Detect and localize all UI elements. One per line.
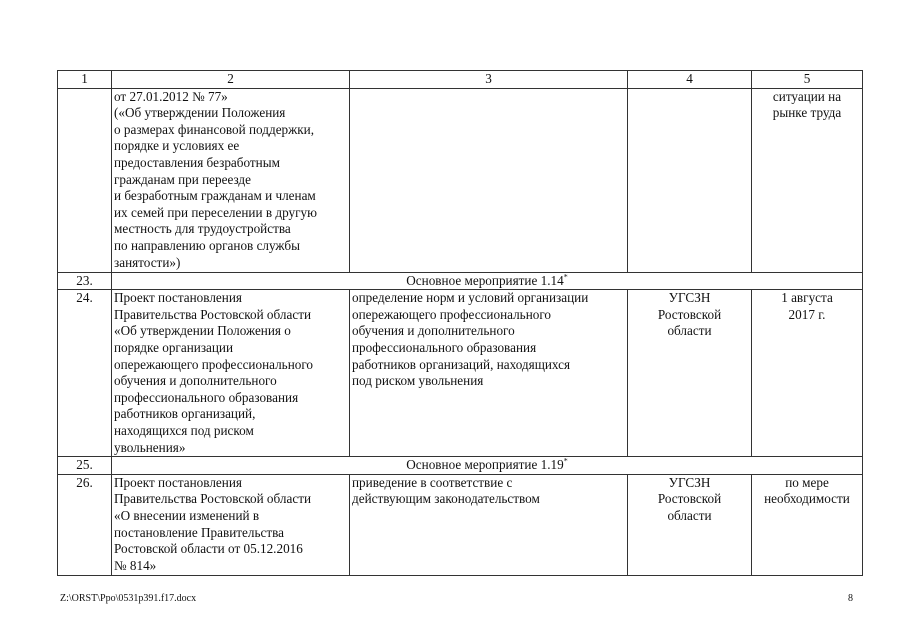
row-23-section-heading — [112, 272, 863, 290]
table-row-continued — [58, 88, 863, 272]
row-26-document: Проект постановления Правительства Ростовской области «О внесении изменений в постановление Правительства Ростовской области от 05.12.2016 № 814» — [112, 474, 350, 575]
row-24-num: 24. — [58, 290, 112, 457]
cont-deadline-cell: ситуации на рынке труда — [752, 88, 863, 272]
row-25-num: 25. — [58, 457, 112, 475]
header-col-2: 2 — [112, 71, 350, 89]
row-25-section-heading — [112, 457, 863, 475]
row-26-content: приведение в соответствие с действующим законодательством — [350, 474, 628, 575]
cont-num-cell — [58, 88, 112, 272]
row-23-footnote-mark: * — [563, 272, 568, 282]
table-row-23 — [58, 272, 863, 290]
header-col-4: 4 — [628, 71, 752, 89]
header-col-1: 1 — [58, 71, 112, 89]
row-25-heading-text: Основное мероприятие 1.19 — [406, 457, 564, 473]
table-row-24 — [58, 290, 863, 457]
footer-page-number: 8 — [848, 593, 853, 604]
footer-file-path: Z:\ORST\Ppo\0531p391.f17.docx — [60, 593, 197, 604]
row-26-deadline: по мере необходимости — [752, 474, 863, 575]
row-23-num: 23. — [58, 272, 112, 290]
row-23-heading-text: Основное мероприятие 1.14 — [406, 272, 564, 288]
cont-executor-cell — [628, 88, 752, 272]
table-header-row — [58, 71, 863, 89]
row-24-executor: УГСЗН Ростовской области — [628, 290, 752, 457]
row-24-document: Проект постановления Правительства Ростовской области «Об утверждении Положения о порядке организации опережающего профессионального обучения и дополнительного профессионального образования работников организаций, находящихся под риском увольнения» — [112, 290, 350, 457]
table-row-25 — [58, 457, 863, 475]
row-25-footnote-mark: * — [563, 456, 568, 466]
row-24-content: определение норм и условий организации опережающего профессионального обучения и дополнительного профессионального образования работников организаций, находящихся под риском увольнения — [350, 290, 628, 457]
header-col-5: 5 — [752, 71, 863, 89]
table-row-26 — [58, 474, 863, 575]
row-26-executor: УГСЗН Ростовской области — [628, 474, 752, 575]
header-col-3: 3 — [350, 71, 628, 89]
row-24-deadline: 1 августа 2017 г. — [752, 290, 863, 457]
row-26-num: 26. — [58, 474, 112, 575]
cont-document-cell: от 27.01.2012 № 77» («Об утверждении Положения о размерах финансовой поддержки, порядке и условиях ее предоставления безработным гражданам при переезде и безработным гражданам и членам их семей при переселении в другую местность для трудоустройства по направлению органов службы занятости») — [112, 88, 350, 272]
measures-table — [57, 70, 863, 576]
cont-content-cell — [350, 88, 628, 272]
